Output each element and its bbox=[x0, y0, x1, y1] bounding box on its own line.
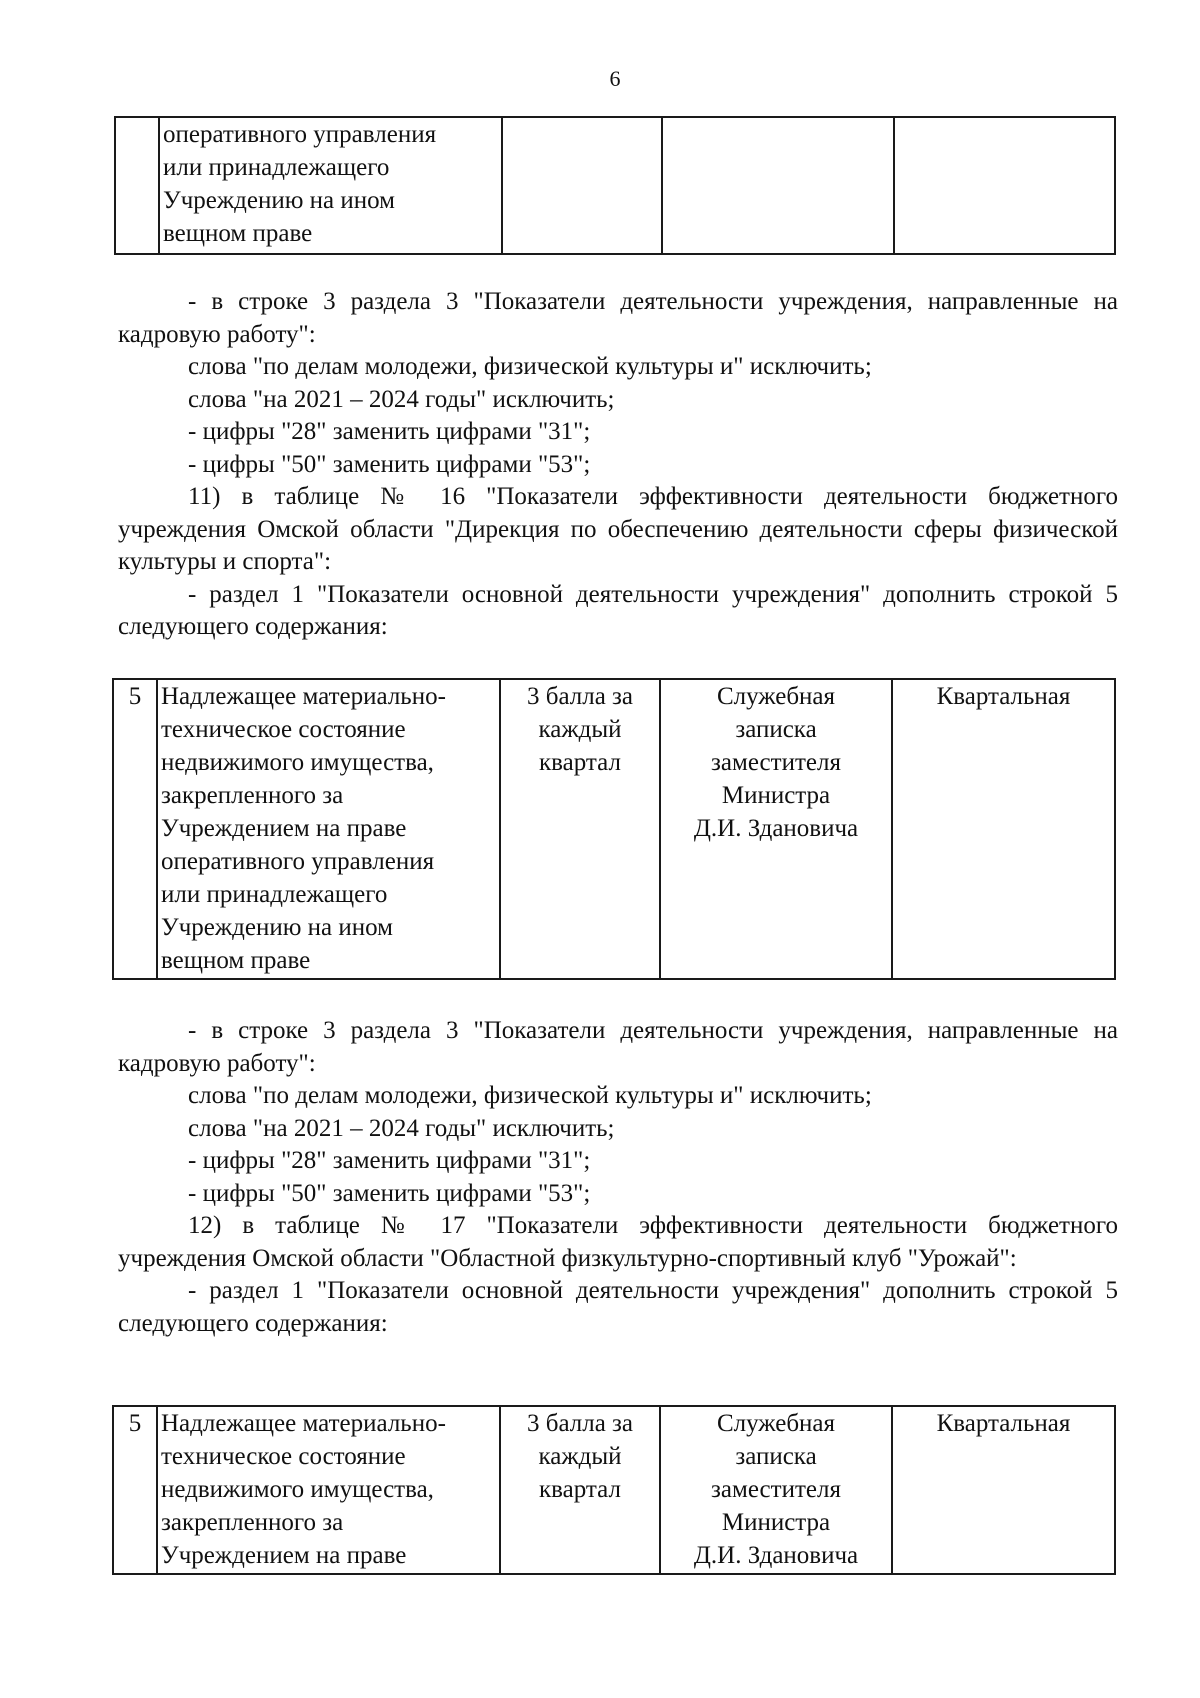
score-line: каждый bbox=[538, 716, 622, 743]
source-line: Министра bbox=[721, 782, 831, 809]
cell-criterion bbox=[157, 679, 500, 979]
cell-source bbox=[662, 117, 894, 254]
table-bottom bbox=[112, 1405, 1116, 1575]
paragraph: слова "на 2021 – 2024 годы" исключить; bbox=[188, 385, 615, 413]
paragraph: - раздел 1 "Показатели основной деятельности учреждения" дополнить строкой 5 следующего содержания: bbox=[118, 580, 1118, 640]
criterion-line: Надлежащее материально- bbox=[161, 683, 446, 710]
cell-frequency: Квартальная bbox=[892, 1406, 1115, 1574]
criterion-line: недвижимого имущества, bbox=[161, 1476, 434, 1503]
source-line: записка bbox=[735, 716, 817, 743]
score-line: каждый bbox=[538, 1443, 622, 1470]
paragraph: 11) в таблице № 16 "Показатели эффективности деятельности бюджетного учреждения Омской области "Дирекция по обеспечению деятельности сферы физической культуры и спорта": bbox=[118, 483, 1118, 575]
source-line: заместителя bbox=[711, 1476, 841, 1503]
cell-number bbox=[115, 117, 159, 254]
criterion-line: оперативного управления bbox=[163, 121, 437, 148]
criterion-line: закрепленного за bbox=[161, 782, 344, 809]
criterion-line: или принадлежащего bbox=[161, 881, 388, 908]
paragraph: - раздел 1 "Показатели основной деятельности учреждения" дополнить строкой 5 следующего содержания: bbox=[118, 1277, 1118, 1337]
source-line: Д.И. Здановича bbox=[693, 1542, 859, 1569]
source-line: Д.И. Здановича bbox=[693, 815, 859, 842]
paragraph: слова "на 2021 – 2024 годы" исключить; bbox=[188, 1114, 615, 1142]
criterion-line: недвижимого имущества, bbox=[161, 749, 434, 776]
score-line: квартал bbox=[539, 749, 621, 776]
criterion-line: техническое состояние bbox=[161, 716, 406, 743]
score-line: 3 балла за bbox=[526, 683, 634, 710]
source-line: заместителя bbox=[711, 749, 841, 776]
source-line: записка bbox=[735, 1443, 817, 1470]
criterion-line: вещном праве bbox=[163, 220, 313, 247]
paragraph: - цифры "28" заменить цифрами "31"; bbox=[188, 418, 591, 445]
cell-score bbox=[500, 679, 660, 979]
table-row bbox=[115, 117, 1115, 254]
cell-criterion bbox=[159, 117, 502, 254]
paragraph: слова "по делам молодежи, физической культуры и" исключить; bbox=[188, 353, 872, 380]
source-line: Служебная bbox=[716, 683, 836, 710]
cell-number: 5 bbox=[113, 679, 157, 979]
table-row bbox=[113, 679, 1115, 979]
cell-number: 5 bbox=[113, 1406, 157, 1574]
page-number: 6 bbox=[609, 66, 621, 91]
criterion-line: техническое состояние bbox=[161, 1443, 406, 1470]
cell-frequency: Квартальная bbox=[892, 679, 1115, 979]
criterion-line: Учреждению на ином bbox=[163, 187, 395, 214]
cell-score bbox=[502, 117, 662, 254]
score-line: квартал bbox=[539, 1476, 621, 1503]
paragraph: - цифры "50" заменить цифрами "53"; bbox=[188, 450, 591, 478]
criterion-line: Учреждением на праве bbox=[161, 815, 407, 842]
cell-criterion bbox=[157, 1406, 500, 1574]
paragraph: слова "по делам молодежи, физической культуры и" исключить; bbox=[188, 1082, 872, 1109]
criterion-line: Учреждению на ином bbox=[161, 914, 393, 941]
paragraph: - в строке 3 раздела 3 "Показатели деятельности учреждения, направленные на кадровую работу": bbox=[118, 1017, 1118, 1077]
table-top bbox=[114, 116, 1116, 255]
cell-source bbox=[660, 679, 892, 979]
table-row bbox=[113, 1406, 1115, 1574]
cell-frequency bbox=[894, 117, 1115, 254]
table-middle bbox=[112, 678, 1116, 980]
paragraph: - в строке 3 раздела 3 "Показатели деятельности учреждения, направленные на кадровую работу": bbox=[118, 288, 1118, 348]
amendment-block-1 bbox=[118, 286, 1118, 644]
paragraph: - цифры "28" заменить цифрами "31"; bbox=[188, 1147, 591, 1174]
criterion-line: Учреждением на праве bbox=[161, 1542, 407, 1569]
cell-score bbox=[500, 1406, 660, 1574]
criterion-line: вещном праве bbox=[161, 947, 311, 974]
criterion-line: или принадлежащего bbox=[163, 154, 390, 181]
criterion-line: оперативного управления bbox=[161, 848, 435, 875]
criterion-line: Надлежащее материально- bbox=[161, 1410, 446, 1437]
score-line: 3 балла за bbox=[526, 1410, 634, 1437]
paragraph: - цифры "50" заменить цифрами "53"; bbox=[188, 1179, 591, 1207]
source-line: Министра bbox=[721, 1509, 831, 1536]
paragraph: 12) в таблице № 17 "Показатели эффективности деятельности бюджетного учреждения Омской области "Областной физкультурно-спортивный клуб "Урожай": bbox=[118, 1212, 1118, 1272]
criterion-line: закрепленного за bbox=[161, 1509, 344, 1536]
amendment-block-2 bbox=[118, 1015, 1118, 1340]
source-line: Служебная bbox=[716, 1410, 836, 1437]
cell-source bbox=[660, 1406, 892, 1574]
